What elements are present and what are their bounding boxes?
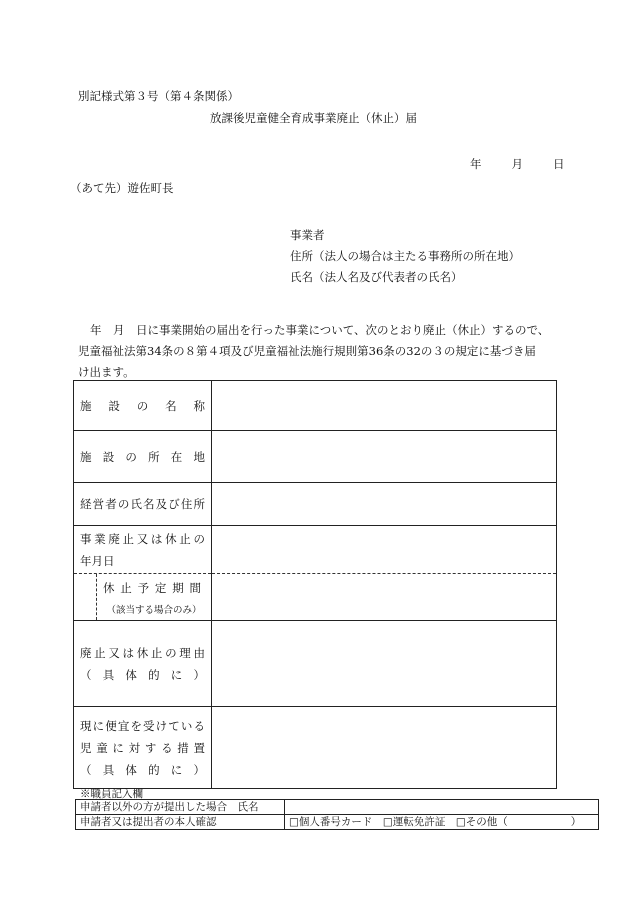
staff-note: ※職員記入欄	[80, 788, 143, 800]
staff-row2-label: 申請者又は提出者の本人確認	[76, 815, 285, 830]
row-measures	[74, 707, 557, 789]
input-facility-location[interactable]	[212, 431, 557, 483]
date-year: 年	[470, 157, 482, 171]
input-suspension-period[interactable]	[212, 574, 557, 621]
row-reason	[74, 621, 557, 707]
date-month: 月	[511, 157, 523, 171]
input-facility-name[interactable]	[212, 381, 557, 431]
applicant-block	[290, 225, 520, 288]
input-reason[interactable]	[212, 621, 557, 707]
label-reason: 廃止又は休止の理由 （具体的に）	[74, 621, 212, 707]
row-suspension-period	[74, 574, 557, 621]
form-number: 別記様式第３号（第４条関係）	[78, 89, 239, 103]
addressee: （あて先）遊佐町長	[70, 181, 174, 195]
applicant-name: 氏名（法人名及び代表者の氏名）	[290, 270, 463, 284]
input-closure-date[interactable]	[212, 526, 557, 574]
staff-row2-options[interactable]: □個人番号カード □運転免許証 □その他（ ）	[285, 815, 599, 830]
staff-table	[75, 799, 599, 830]
row-operator	[74, 483, 557, 526]
input-measures[interactable]	[212, 707, 557, 789]
body-line-3: け出ます。	[78, 365, 135, 379]
notification-table	[73, 380, 557, 789]
applicant-address: 住所（法人の場合は主たる事務所の所在地）	[290, 249, 520, 263]
row-facility-name	[74, 381, 557, 431]
row-closure-date	[74, 526, 557, 574]
date-day: 日	[553, 157, 565, 171]
applicant-label: 事業者	[290, 228, 325, 242]
label-operator: 経営者の氏名及び住所	[74, 483, 212, 526]
staff-row1-input[interactable]	[285, 800, 599, 815]
document-title: 放課後児童健全育成事業廃止（休止）届	[210, 111, 417, 125]
label-measures: 現に便宜を受けている 児童に対する措置 （具体的に）	[74, 707, 212, 789]
body-line-2: 児童福祉法第34条の８第４項及び児童福祉法施行規則第36条の32の３の規定に基づき届	[78, 344, 536, 358]
row-facility-location	[74, 431, 557, 483]
label-suspension-period: 休止予定期間 （該当する場合のみ）	[74, 574, 212, 621]
staff-row-1	[76, 800, 599, 815]
staff-row1-label: 申請者以外の方が提出した場合 氏名	[76, 800, 285, 815]
body-text	[80, 320, 560, 383]
date-line	[470, 156, 565, 172]
label-closure-date: 事業廃止又は休止の 年月日	[74, 526, 212, 574]
staff-row-2	[76, 815, 599, 830]
body-line-1: 年 月 日に事業開始の届出を行った事業について、次のとおり廃止（休止）するので、	[90, 323, 550, 337]
input-operator[interactable]	[212, 483, 557, 526]
label-facility-name: 施設の名称	[74, 381, 212, 431]
label-facility-location: 施設の所在地	[74, 431, 212, 483]
